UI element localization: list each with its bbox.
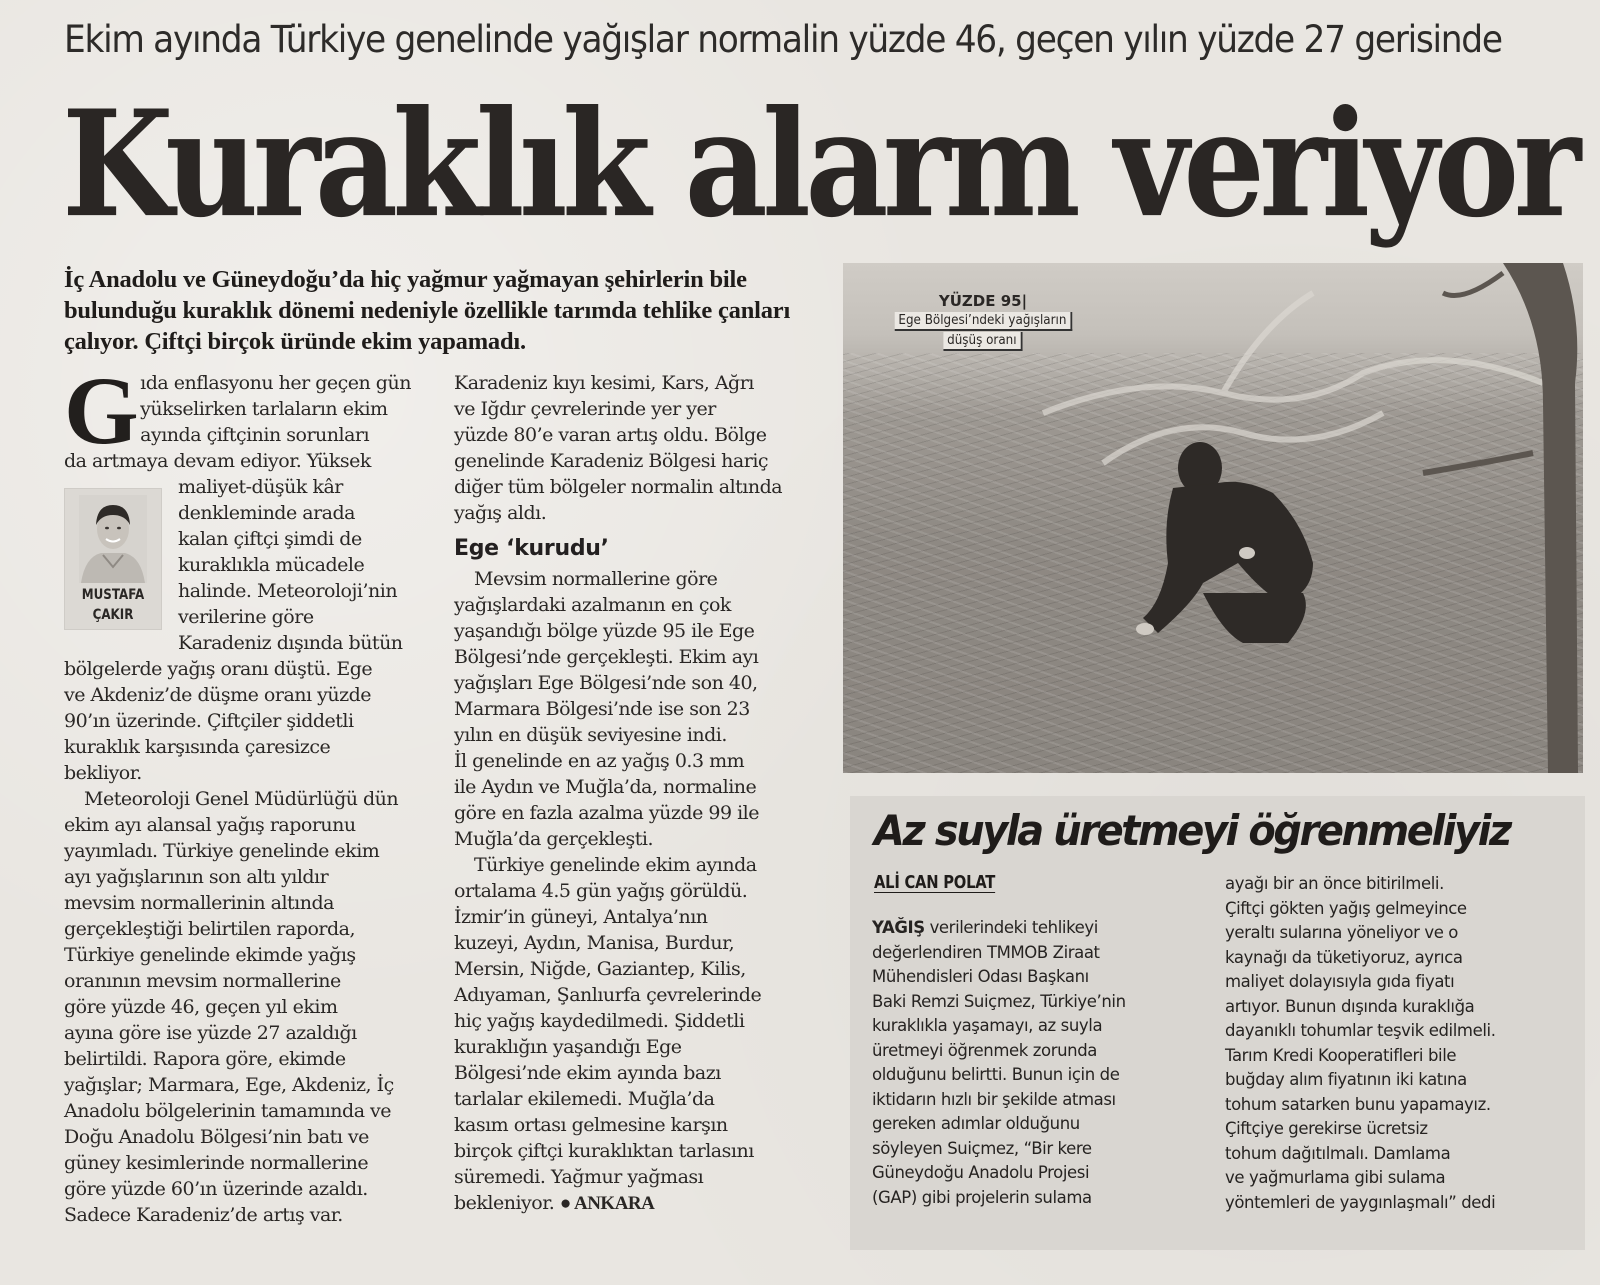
text-line: kuraklıkla mücadele (178, 554, 365, 576)
stat-callout (863, 291, 1103, 351)
text-line: yılın en düşük seviyesine indi. (454, 724, 727, 746)
text-line: tohum dağıtılmalı. Damlama (1225, 1143, 1451, 1163)
text-line: süremedi. Yağmur yağması (454, 1166, 704, 1188)
text-line: Çiftçi gökten yağış gelmeyince (1225, 898, 1467, 918)
text-line: buğday alım fiyatının iki katına (1225, 1070, 1467, 1089)
text-line: yükselirken tarlaların ekim (140, 398, 388, 420)
text-line: güney kesimlerinde normallerine (64, 1152, 369, 1174)
stat-label-line2: düşüş oranı (944, 332, 1023, 351)
text-line: Anadolu bölgelerinin tamamında ve (64, 1100, 392, 1122)
text-line: Marmara Bölgesi’nde ise son 23 (454, 698, 750, 720)
text-line: 90’ın üzerinde. Çiftçiler şiddetli (64, 710, 354, 732)
text-line: yeraltı sularına yöneliyor ve o (1225, 923, 1459, 942)
sidebar-title: Az suyla üretmeyi öğrenmeliyiz (874, 806, 1510, 855)
text-line (872, 916, 1126, 941)
sidebar-column-1 (872, 916, 1126, 1210)
text-line: göre yüzde 60’ın üzerinde azaldı. (64, 1178, 368, 1200)
text-line: göre en fazla azalma yüzde 99 ile (454, 802, 759, 824)
text-line: dayanıklı tohumlar teşvik edilmeli. (1225, 1021, 1496, 1040)
text-line: tohum satarken bunu yapamayız. (1225, 1094, 1491, 1114)
text-line: ortalama 4.5 gün yağış görüldü. (454, 880, 748, 902)
text-line: yağışlar; Marmara, Ege, Akdeniz, İç (64, 1074, 394, 1096)
stat-label-line1: Ege Bölgesi’ndeki yağışların (894, 312, 1071, 331)
text-line: oranının mevsim normallerine (64, 970, 341, 992)
text-line: yaşandığı bölge yüzde 95 ile Ege (454, 620, 755, 642)
text-line: Baki Remzi Suiçmez, Türkiye’nin (872, 991, 1126, 1011)
text-line: yöntemleri de yaygınlaşmalı” dedi (1225, 1192, 1496, 1212)
text-line: Güneydoğu Anadolu Projesi (872, 1163, 1090, 1182)
text-line: Bölgesi’nde gerçekleşti. Ekim ayı (454, 646, 759, 668)
text-line: bekliyor. (64, 762, 142, 784)
text-line: Mühendisleri Odası Başkanı (872, 967, 1089, 986)
lead-line-rest: verilerindeki tehlikeyi (924, 918, 1098, 937)
text-line: hiç yağış kaydedilmedi. Şiddetli (454, 1010, 745, 1032)
text-line: yağış aldı. (454, 502, 547, 524)
text-line: yüzde 80’e varan artış oldu. Bölge (454, 424, 767, 446)
text-line: kuraklığın yaşandığı Ege (454, 1036, 682, 1058)
text-line: yağışları Ege Bölgesi’nde son 40, (454, 672, 758, 694)
text-line: Çiftçiye gerekirse ücretsiz (1225, 1119, 1428, 1138)
text-line: değerlendiren TMMOB Ziraat (872, 942, 1100, 962)
text-line: ayı yağışlarının son altı yıldır (64, 866, 329, 888)
text-line: Karadeniz kıyı kesimi, Kars, Ağrı (454, 372, 754, 394)
text-line: ve Iğdır çevrelerinde yer yer (454, 398, 716, 420)
text-line: gerçekleştiği belirtilen raporda, (64, 918, 356, 940)
text-line: Türkiye genelinde ekim ayında (474, 854, 757, 876)
text-line: kuraklık karşısında çaresizce (64, 736, 331, 758)
text-line: kuraklıkla yaşamayı, az suyla (872, 1016, 1103, 1035)
author-last-name: ÇAKIR (92, 607, 134, 623)
sidebar-byline: ALİ CAN POLAT (874, 872, 996, 893)
text-line: ayında çiftçinin sorunları (140, 424, 370, 446)
stat-value: YÜZDE 95| (938, 292, 1028, 310)
text-line: Bölgesi’nde ekim ayında bazı (454, 1062, 721, 1084)
text-line: (GAP) gibi projelerin sulama (872, 1187, 1092, 1207)
dateline: ● ANKARA (559, 1193, 655, 1214)
text-line-final (454, 1190, 824, 1217)
text-line: söyleyen Suiçmez, “Bir kere (872, 1138, 1092, 1158)
text-line: kasım ortası gelmesine karşın (454, 1114, 728, 1136)
text-line: maliyet-düşük kâr (178, 476, 343, 498)
text-line: Tarım Kredi Kooperatifleri bile (1225, 1045, 1457, 1065)
news-photo (843, 263, 1583, 773)
spot-summary: İç Anadolu ve Güneydoğu’da hiç yağmur yağmayan şehirlerin bile bulunduğu kuraklık dönemi nedeniyle özellikle tarımda tehlike çanları çalıyor. Çiftçi birçok üründe ekim yapamadı. (64, 266, 791, 355)
text-line: göre yüzde 46, geçen yıl ekim (64, 996, 338, 1018)
kicker-headline: Ekim ayında Türkiye genelinde yağışlar normalin yüzde 46, geçen yılın yüzde 27 gerisinde (64, 18, 1502, 61)
text-line: ayağı bir an önce bitirilmeli. (1225, 874, 1444, 893)
text-line: ile Aydın ve Muğla’da, normaline (454, 776, 757, 798)
text-line: üretmeyi öğrenmek zorunda (872, 1040, 1097, 1060)
author-name (72, 585, 154, 625)
text-line: iktidarın hızlı bir şekilde atması (872, 1089, 1116, 1109)
text-line: kuzeyi, Aydın, Manisa, Burdur, (454, 932, 735, 954)
subheading: Ege ‘kurudu’ (454, 536, 609, 561)
text-line: birçok çiftçi kuraklıktan tarlasını (454, 1140, 754, 1162)
text-line: Muğla’da gerçekleşti. (454, 828, 654, 850)
last-line-text: bekleniyor. (454, 1192, 555, 1214)
text-line: ıda enflasyonu her geçen gün (140, 372, 411, 394)
text-line: gereken adımlar olduğunu (872, 1114, 1080, 1133)
text-line: İl genelinde en az yağış 0.3 mm (454, 750, 745, 772)
text-line: diğer tüm bölgeler normalin altında (454, 476, 783, 498)
text-line: tarlalar ekilemedi. Muğla’da (454, 1088, 715, 1110)
text-line: Mevsim normallerine göre (474, 568, 718, 590)
text-line: Meteoroloji Genel Müdürlüğü dün (84, 788, 399, 810)
text-line: ve Akdeniz’de düşme oranı yüzde (64, 684, 372, 706)
text-line: ve yağmurlama gibi sulama (1225, 1168, 1446, 1187)
text-line: ayına göre ise yüzde 27 azaldığı (64, 1022, 357, 1044)
lead-word: YAĞIŞ (872, 918, 925, 937)
sidebar-interview-box (850, 796, 1585, 1250)
text-line: ekim ayı alansal yağış raporunu (64, 814, 356, 836)
text-line: verilerine göre (178, 606, 314, 628)
text-line: bölgelerde yağış oranı düştü. Ege (64, 658, 373, 680)
author-first-name: MUSTAFA (81, 587, 145, 603)
text-line: Doğu Anadolu Bölgesi’nin batı ve (64, 1126, 369, 1148)
text-line: Adıyaman, Şanlıurfa çevrelerinde (454, 984, 762, 1006)
article-column-2 (454, 370, 824, 1217)
sidebar-column-2 (1225, 872, 1496, 1215)
dropcap-letter: G (64, 357, 139, 464)
text-line: genelinde Karadeniz Bölgesi hariç (454, 450, 769, 472)
main-headline: Kuraklık alarm veriyor (62, 77, 1576, 251)
text-line: Sadece Karadeniz’de artış var. (64, 1204, 343, 1226)
text-line: yağışlardaki azalmanın en çok (454, 594, 731, 616)
text-line: İzmir’in güneyi, Antalya’nın (454, 906, 708, 928)
text-line: maliyet dolayısıyla gıda fiyatı (1225, 972, 1455, 991)
text-line: kalan çiftçi şimdi de (178, 528, 362, 550)
author-box (64, 488, 162, 630)
text-line: Mersin, Niğde, Gaziantep, Kilis, (454, 958, 746, 980)
text-line: artıyor. Bunun dışında kuraklığa (1225, 996, 1475, 1016)
text-line: denkleminde arada (178, 502, 355, 524)
text-line: olduğunu belirtti. Bunun için de (872, 1065, 1120, 1084)
text-line: mevsim normallerinin altında (64, 892, 334, 914)
text-line: belirtildi. Rapora göre, ekimde (64, 1048, 346, 1070)
text-line: yayımladı. Türkiye genelinde ekim (64, 840, 380, 862)
text-line: da artmaya devam ediyor. Yüksek (64, 450, 371, 472)
text-line: halinde. Meteoroloji’nin (178, 580, 398, 602)
text-line: Karadeniz dışında bütün (178, 632, 403, 654)
text-line: kaynağı da tüketiyoruz, ayrıca (1225, 947, 1463, 967)
text-line: Türkiye genelinde ekimde yağış (64, 944, 356, 966)
author-portrait-icon (79, 495, 147, 583)
